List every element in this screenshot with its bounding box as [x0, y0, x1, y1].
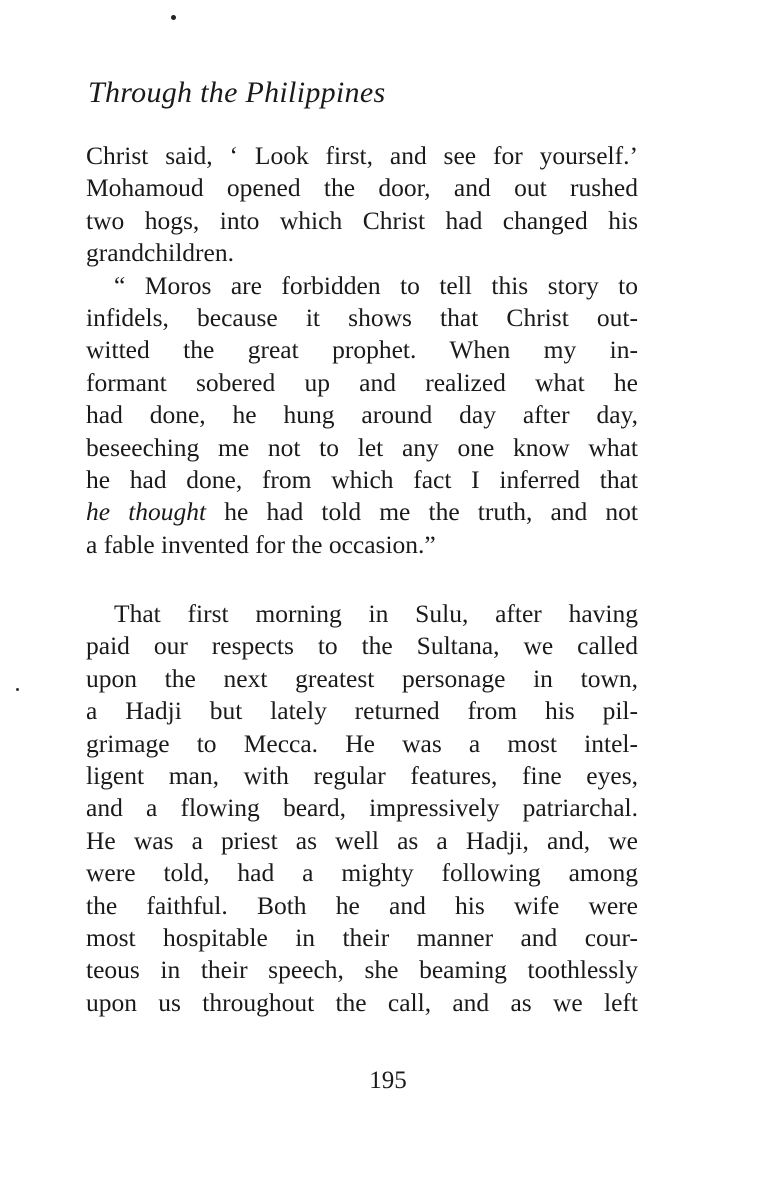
text-line: [86, 598, 638, 630]
text-line: [86, 205, 638, 237]
text-line: [86, 367, 638, 399]
ink-speck: [171, 15, 176, 20]
line-text: he had done, from which fact I inferred that: [86, 464, 638, 494]
text-line: [86, 825, 638, 857]
line-text: had done, he hung around day after day,: [86, 400, 638, 430]
line-text: upon the next greatest personage in town,: [86, 663, 638, 693]
text-line: [86, 792, 638, 824]
line-text: witted the great prophet. When my in-: [86, 335, 638, 365]
line-text: infidels, because it shows that Christ out-: [86, 302, 638, 332]
text-line: [86, 663, 638, 695]
line-text: teous in their speech, she beaming toothlessly: [86, 955, 638, 985]
ink-speck: [16, 688, 19, 691]
text-line: [86, 399, 638, 431]
paragraph: [86, 598, 638, 1019]
text-line: [86, 140, 638, 172]
text-line: [86, 760, 638, 792]
line-text: upon us throughout the call, and as we left: [86, 987, 638, 1017]
text-line: [86, 630, 638, 662]
line-text: most hospitable in their manner and cour-: [86, 922, 638, 952]
text-line: [86, 857, 638, 889]
text-line: [86, 172, 638, 204]
line-text: formant sobered up and realized what he: [86, 367, 638, 397]
page-number: 195: [369, 1067, 407, 1094]
text-line: [86, 464, 638, 496]
line-text: two hogs, into which Christ had changed his: [86, 205, 638, 235]
text-line: [86, 987, 638, 1019]
text-line: [86, 954, 638, 986]
text-block-upper: [86, 140, 638, 561]
text-line: [86, 270, 638, 302]
line-text: a Hadji but lately returned from his pil-: [86, 696, 638, 726]
line-text: That first morning in Sulu, after having: [114, 599, 638, 628]
line-text: paid our respects to the Sultana, we called: [86, 631, 638, 661]
text-line: [86, 728, 638, 760]
line-text: grandchildren.: [86, 238, 234, 268]
text-line: [86, 922, 638, 954]
line-text: “ Moros are forbidden to tell this story to: [114, 270, 638, 300]
line-text: were told, had a mighty following among: [86, 858, 638, 888]
text-line: [86, 432, 638, 464]
text-line: [86, 237, 638, 269]
line-text: Christ said, ‘ Look first, and see for yourself.’: [86, 141, 638, 170]
line-text: the faithful. Both he and his wife were: [86, 890, 638, 920]
italic-emphasis: he thought: [86, 497, 207, 527]
paragraph: [86, 270, 638, 562]
line-text: a fable invented for the occasion.”: [86, 529, 436, 559]
text-line: [86, 529, 638, 561]
running-head: Through the Philippines: [88, 76, 386, 109]
line-text: ligent man, with regular features, fine eyes,: [86, 760, 638, 790]
text-line: [86, 890, 638, 922]
line-text: he had told me the truth, and not: [206, 497, 638, 527]
text-line: [86, 334, 638, 366]
line-text: He was a priest as well as a Hadji, and, we: [86, 825, 638, 855]
text-block-lower: [86, 598, 638, 1019]
paragraph: [86, 140, 638, 270]
line-text: beseeching me not to let any one know what: [86, 432, 638, 462]
line-text: Mohamoud opened the door, and out rushed: [86, 173, 638, 203]
text-line: [86, 496, 638, 528]
text-line: [86, 695, 638, 727]
text-line: [86, 302, 638, 334]
line-text: and a flowing beard, impressively patriarchal.: [86, 793, 638, 823]
line-text: grimage to Mecca. He was a most intel-: [86, 728, 638, 758]
